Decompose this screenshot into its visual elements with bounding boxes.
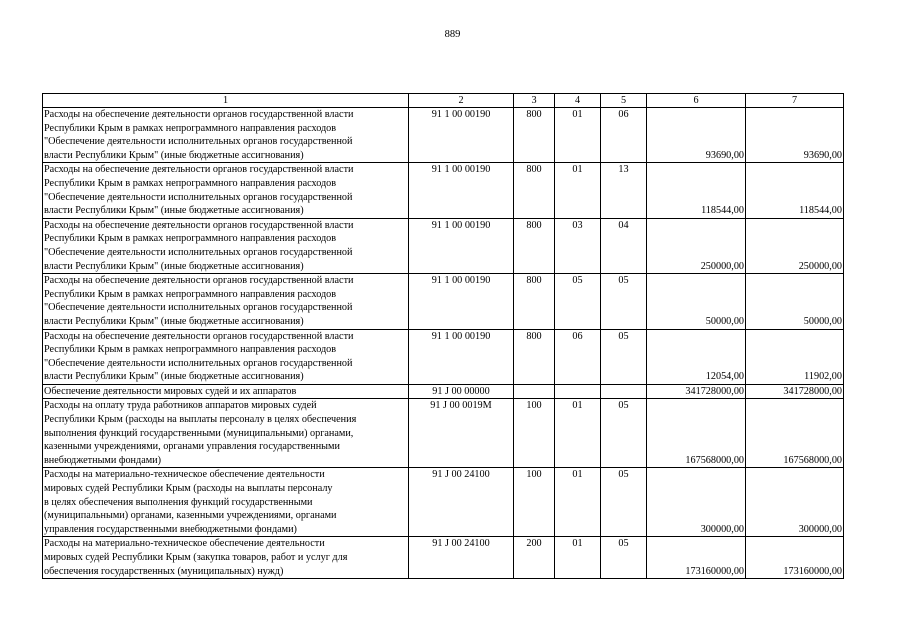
amount-cell: 300000,00: [746, 468, 844, 537]
description-line: власти Республики Крым" (иные бюджетные ассигнования): [44, 371, 304, 383]
description-line: "Обеспечение деятельности исполнительных органов государственной: [44, 191, 353, 203]
column-header: 3: [514, 94, 555, 108]
section-cell: 01: [555, 163, 601, 218]
subsection-cell: 06: [601, 108, 647, 163]
description-cell: [43, 163, 409, 218]
column-header: 4: [555, 94, 601, 108]
subsection-cell: 05: [601, 329, 647, 384]
description-line: власти Республики Крым" (иные бюджетные ассигнования): [44, 315, 304, 327]
description-line: (муниципальными) органами, казенными учреждениями, органами: [44, 510, 337, 522]
expense-type-cell: 800: [514, 163, 555, 218]
code-cell: 91 J 00 24100: [409, 468, 514, 537]
column-header: 6: [647, 94, 746, 108]
code-cell: 91 1 00 00190: [409, 329, 514, 384]
description-line: Обеспечение деятельности мировых судей и их аппаратов: [44, 385, 297, 397]
expense-type-cell: 200: [514, 537, 555, 579]
subsection-cell: [601, 384, 647, 399]
description-line: Республики Крым в рамках непрограммного направления расходов: [44, 233, 337, 245]
table-row: [43, 384, 844, 399]
table-row: [43, 468, 844, 537]
expense-type-cell: 800: [514, 218, 555, 273]
amount-cell: 50000,00: [746, 274, 844, 329]
description-line: Расходы на оплату труда работников аппаратов мировых судей: [44, 400, 317, 412]
description-line: власти Республики Крым" (иные бюджетные ассигнования): [44, 260, 304, 272]
description-line: Республики Крым в рамках непрограммного направления расходов: [44, 122, 337, 134]
expense-type-cell: 100: [514, 399, 555, 468]
description-line: "Обеспечение деятельности исполнительных органов государственной: [44, 136, 353, 148]
description-cell: [43, 537, 409, 579]
amount-cell: 173160000,00: [746, 537, 844, 579]
table-row: [43, 218, 844, 273]
page-number: 889: [444, 29, 461, 40]
description-line: мировых судей Республики Крым (расходы на выплаты персоналу: [44, 483, 333, 495]
section-cell: 03: [555, 218, 601, 273]
amount-cell: 341728000,00: [647, 384, 746, 399]
section-cell: 01: [555, 537, 601, 579]
description-cell: [43, 329, 409, 384]
table-header-row: [43, 94, 844, 108]
budget-table: [42, 93, 844, 579]
description-cell: [43, 384, 409, 399]
description-line: "Обеспечение деятельности исполнительных органов государственной: [44, 246, 353, 258]
amount-cell: 173160000,00: [647, 537, 746, 579]
table-row: [43, 274, 844, 329]
description-line: Расходы на обеспечение деятельности органов государственной власти: [44, 164, 354, 176]
amount-cell: 118544,00: [746, 163, 844, 218]
expense-type-cell: [514, 384, 555, 399]
amount-cell: 50000,00: [647, 274, 746, 329]
table-row: [43, 329, 844, 384]
section-cell: 01: [555, 399, 601, 468]
column-header: 5: [601, 94, 647, 108]
code-cell: 91 J 00 00000: [409, 384, 514, 399]
description-cell: [43, 399, 409, 468]
table-row: [43, 108, 844, 163]
description-cell: [43, 468, 409, 537]
amount-cell: 250000,00: [746, 218, 844, 273]
amount-cell: 12054,00: [647, 329, 746, 384]
amount-cell: 167568000,00: [746, 399, 844, 468]
description-line: "Обеспечение деятельности исполнительных органов государственной: [44, 357, 353, 369]
description-line: выполнения функций государственными (муниципальными) органами,: [44, 427, 354, 439]
expense-type-cell: 800: [514, 274, 555, 329]
amount-cell: 341728000,00: [746, 384, 844, 399]
expense-type-cell: 100: [514, 468, 555, 537]
column-header: 7: [746, 94, 844, 108]
section-cell: [555, 384, 601, 399]
section-cell: 01: [555, 108, 601, 163]
subsection-cell: 05: [601, 274, 647, 329]
code-cell: 91 1 00 00190: [409, 274, 514, 329]
expense-type-cell: 800: [514, 329, 555, 384]
table-row: [43, 399, 844, 468]
subsection-cell: 13: [601, 163, 647, 218]
description-line: казенными учреждениями, органами управления государственными: [44, 441, 340, 453]
table-row: [43, 163, 844, 218]
amount-cell: 93690,00: [746, 108, 844, 163]
subsection-cell: 05: [601, 537, 647, 579]
amount-cell: 167568000,00: [647, 399, 746, 468]
section-cell: 06: [555, 329, 601, 384]
description-line: Республики Крым в рамках непрограммного направления расходов: [44, 177, 337, 189]
code-cell: 91 1 00 00190: [409, 218, 514, 273]
description-line: власти Республики Крым" (иные бюджетные ассигнования): [44, 149, 304, 161]
description-cell: [43, 108, 409, 163]
expense-type-cell: 800: [514, 108, 555, 163]
description-line: в целях обеспечения выполнения функций государственными: [44, 496, 313, 508]
description-line: управления государственными внебюджетными фондами): [44, 523, 297, 535]
description-line: Расходы на обеспечение деятельности органов государственной власти: [44, 275, 354, 287]
description-line: Республики Крым в рамках непрограммного направления расходов: [44, 288, 337, 300]
amount-cell: 250000,00: [647, 218, 746, 273]
code-cell: 91 1 00 00190: [409, 108, 514, 163]
column-header: 1: [43, 94, 409, 108]
description-line: Расходы на материально-техническое обеспечение деятельности: [44, 469, 325, 481]
description-cell: [43, 218, 409, 273]
section-cell: 01: [555, 468, 601, 537]
description-line: внебюджетными фондами): [44, 454, 162, 466]
subsection-cell: 05: [601, 468, 647, 537]
description-line: власти Республики Крым" (иные бюджетные ассигнования): [44, 205, 304, 217]
subsection-cell: 04: [601, 218, 647, 273]
amount-cell: 118544,00: [647, 163, 746, 218]
description-line: мировых судей Республики Крым (закупка товаров, работ и услуг для: [44, 552, 348, 563]
subsection-cell: 05: [601, 399, 647, 468]
description-line: Республики Крым (расходы на выплаты персоналу в целях обеспечения: [44, 414, 357, 426]
amount-cell: 93690,00: [647, 108, 746, 163]
amount-cell: 300000,00: [647, 468, 746, 537]
amount-cell: 11902,00: [746, 329, 844, 384]
section-cell: 05: [555, 274, 601, 329]
description-line: "Обеспечение деятельности исполнительных органов государственной: [44, 302, 353, 314]
description-line: Расходы на материально-техническое обеспечение деятельности: [44, 538, 325, 550]
description-line: обеспечения государственных (муниципальных) нужд): [44, 565, 284, 577]
description-line: Расходы на обеспечение деятельности органов государственной власти: [44, 330, 354, 342]
description-line: Расходы на обеспечение деятельности органов государственной власти: [44, 109, 354, 120]
table-row: [43, 537, 844, 579]
code-cell: 91 J 00 0019M: [409, 399, 514, 468]
description-cell: [43, 274, 409, 329]
code-cell: 91 1 00 00190: [409, 163, 514, 218]
description-line: Республики Крым в рамках непрограммного направления расходов: [44, 344, 337, 356]
code-cell: 91 J 00 24100: [409, 537, 514, 579]
column-header: 2: [409, 94, 514, 108]
description-line: Расходы на обеспечение деятельности органов государственной власти: [44, 219, 354, 231]
